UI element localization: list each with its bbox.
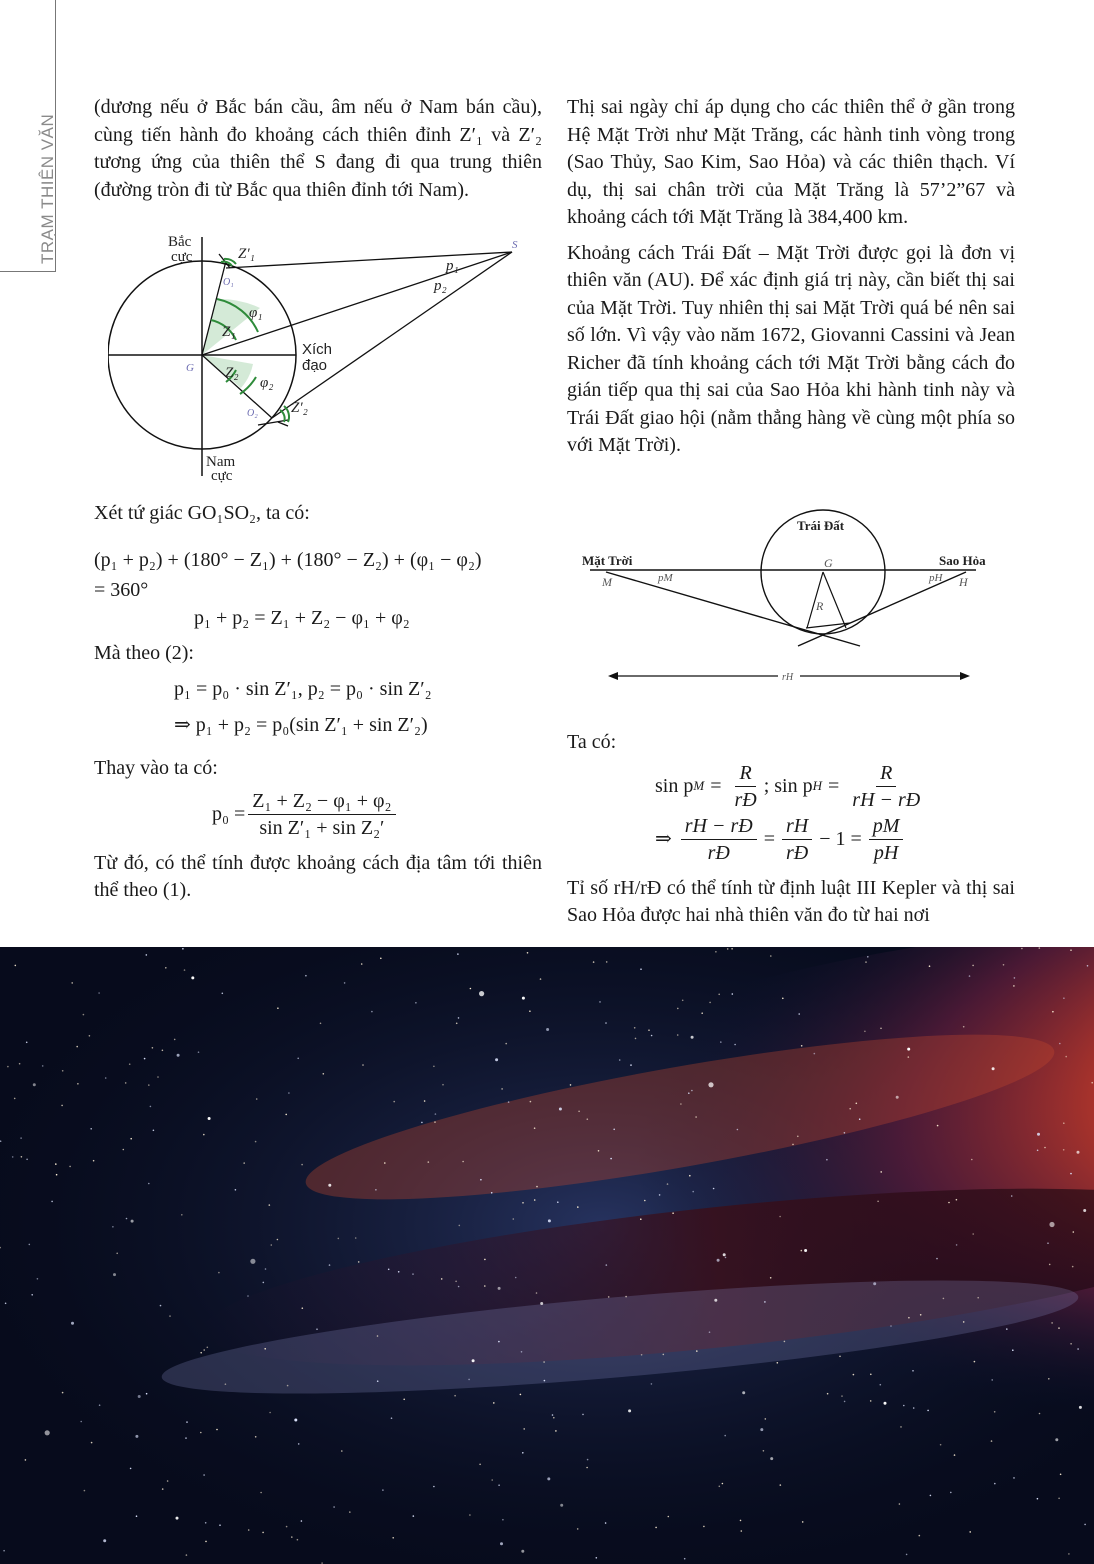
svg-text:cực: cực [171, 249, 193, 265]
figure-celestial-sphere [108, 232, 540, 484]
svg-text:Bắc: Bắc [168, 234, 192, 250]
svg-text:pH: pH [929, 572, 943, 584]
left-column-lower [94, 500, 542, 905]
figure-sun-earth-mars [578, 508, 1008, 690]
equation-sin-pm: sin p M = $\frac{R}{rĐ}$ ; sin p H = $\frac{R}{rH - rĐ}$ [655, 761, 921, 811]
svg-text:Z₁: Z₁ [222, 324, 236, 340]
svg-text:cực: cực [211, 468, 233, 484]
svg-text:O₁: O₁ [223, 277, 234, 288]
quadrilateral-paragraph: Xét tứ giác GO₁SO₂, ta có: [94, 502, 310, 524]
equation-p0-numerator: Z₁ + Z₂ − φ₁ + φ₂ [248, 789, 395, 815]
au-paragraph: Khoảng cách Trái Đất – Mặt Trời được gọi là đơn vị thiên văn (AU). Để xác định giá trị này, cần biết thị sai của Mặt Trời. Tuy nhiên thị sai Mặt Trời quá bé nên sai số lớn. Vì vậy vào năm 1672, Giovanni Cassini và Jean Richer đã tính khoảng cách tới Mặt Trời bằng cách đo gián tiếp qua thị sai của Sao Hỏa khi hành tinh này và Trái Đất giao hội (nằm thẳng hàng về cùng một phía so với Mặt Trời). [567, 241, 1015, 456]
thay-paragraph: Thay vào ta có: [94, 757, 218, 779]
right-column [567, 94, 1015, 460]
svg-text:pM: pM [658, 572, 673, 584]
equation-p1-p0: p₁ = p₀ · sin Z′₁, p₂ = p₀ · sin Z′₂ [174, 678, 432, 700]
left-column [94, 94, 542, 204]
svg-text:p₂: p₂ [434, 278, 447, 294]
svg-text:M: M [602, 575, 612, 589]
tiso-paragraph: Tỉ số rH/rĐ có thể tính từ định luật III Kepler và thị sai Sao Hỏa được hai nhà thiên văn đo từ hai nơi [567, 876, 1015, 926]
svg-text:R: R [816, 599, 824, 613]
svg-text:φ₂: φ₂ [260, 375, 274, 391]
section-title: TRẠM THIÊN VĂN [38, 113, 57, 264]
equation-p0 [94, 789, 542, 840]
svg-text:p₁: p₁ [446, 258, 459, 274]
svg-text:Nam: Nam [206, 454, 236, 470]
svg-text:Z₂: Z₂ [225, 365, 239, 381]
equation-p0-fraction [248, 789, 395, 840]
section-side-tab [0, 0, 56, 272]
equation-sum-line2: = 360° [94, 578, 149, 601]
svg-text:đạo: đạo [302, 357, 328, 374]
matheo-paragraph: Mà theo (2): [94, 641, 194, 664]
equation-sum-p0: ⇒ p₁ + p₂ = p₀(sin Z′₁ + sin Z′₂) [174, 714, 428, 736]
equation-ratio: ⇒ $\frac{rH - rĐ}{rĐ}$ = $\frac{rH}{rĐ}$ − 1 = $\frac{pM}{pH}$ [567, 814, 1015, 865]
svg-text:S: S [512, 239, 518, 251]
equation-p0-denominator: sin Z′₁ + sin Z₂′ [259, 816, 385, 839]
svg-text:rH: rH [782, 672, 794, 683]
svg-text:Mặt Trời: Mặt Trời [582, 553, 633, 568]
svg-text:Z′₂: Z′₂ [291, 400, 308, 416]
svg-text:G: G [824, 556, 833, 570]
svg-text:G: G [186, 362, 194, 374]
svg-text:φ₁: φ₁ [249, 305, 263, 321]
right-column-lower [567, 729, 1015, 930]
svg-text:Xích: Xích [302, 341, 333, 358]
equation-sum-line1: (p₁ + p₂) + (180° − Z₁) + (180° − Z₂) + (φ₁ − φ₂) [94, 548, 482, 571]
svg-text:O₂: O₂ [247, 408, 258, 419]
taco-paragraph: Ta có: [567, 731, 617, 753]
galaxy-image [0, 947, 1094, 1564]
tudo-paragraph: Từ đó, có thể tính được khoảng cách địa tâm tới thiên thể theo (1). [94, 851, 542, 901]
equation-p1-p2: p₁ + p₂ = Z₁ + Z₂ − φ₁ + φ₂ [194, 606, 410, 629]
intro-paragraph: (dương nếu ở Bắc bán cầu, âm nếu ở Nam bán cầu), cùng tiến hành đo khoảng cách thiên đỉnh Z′₁ và Z′₂ tương ứng của thiên thể S đang đi qua trung thiên (đường tròn đi từ Bắc qua thiên đỉnh tới Nam). [94, 96, 542, 201]
svg-text:Z′₁: Z′₁ [238, 246, 255, 262]
equation-p0-lhs: p₀ = [212, 803, 246, 825]
svg-text:Trái Đất: Trái Đất [797, 518, 845, 533]
svg-text:Sao Hỏa: Sao Hỏa [939, 553, 986, 568]
svg-text:H: H [959, 575, 968, 589]
parallax-paragraph: Thị sai ngày chỉ áp dụng cho các thiên thể ở gần trong Hệ Mặt Trời như Mặt Trăng, các hành tinh vòng trong (Sao Thủy, Sao Kim, Sao Hỏa) và các thiên thạch. Ví dụ, thị sai chân trời của Mặt Trăng là 57’2”67 và khoảng cách tới Mặt Trăng là 384,400 km. [567, 96, 1015, 228]
